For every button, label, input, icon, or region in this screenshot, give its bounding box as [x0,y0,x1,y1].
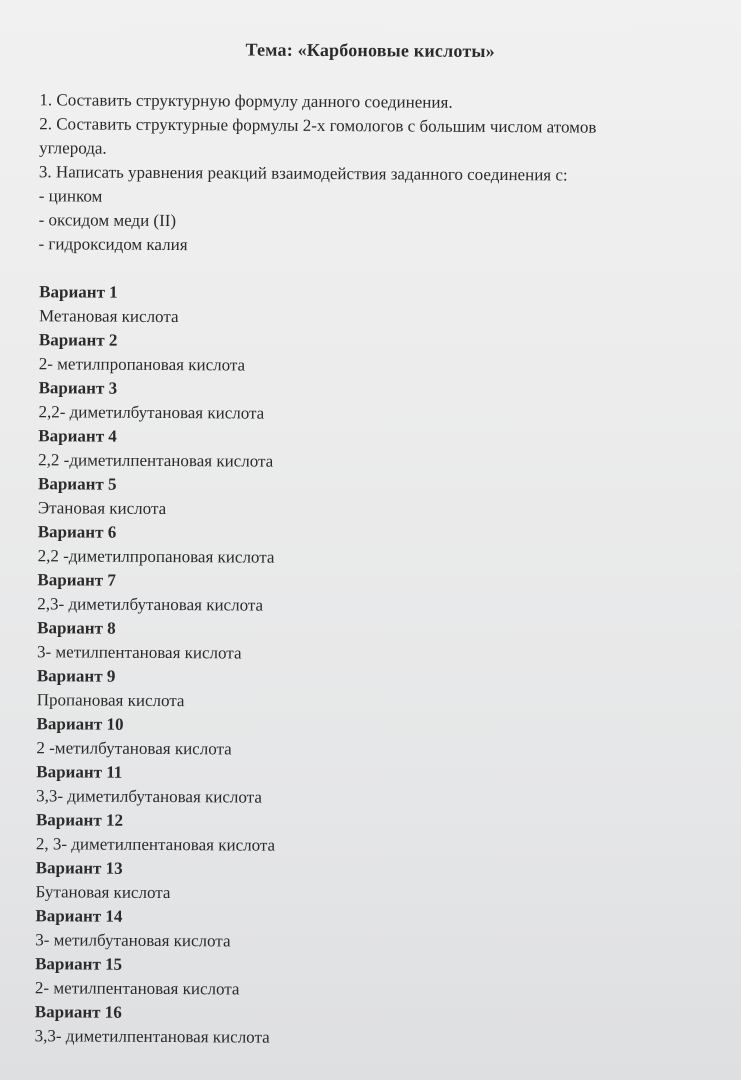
variant-title: Вариант 2 [38,330,118,350]
instruction-line: - оксидом меди (II) [38,210,177,231]
variant-item [39,280,639,332]
variant-item [38,376,638,428]
variant-item [38,520,638,572]
variant-compound: Пропановая кислота [36,690,185,711]
variant-item [35,856,635,908]
instruction-line: 3. Написать уравнения реакций взаимодействия заданного соединения с: [38,162,568,185]
instruction-line: углерода. [39,138,107,158]
variant-title: Вариант 13 [35,858,123,878]
variant-item [35,952,635,1004]
variant-title: Вариант 12 [35,810,124,830]
variant-title: Вариант 8 [37,618,116,638]
instruction-line: - гидроксидом калия [38,234,188,255]
variant-compound: 2,2- диметилбутановая кислота [38,402,265,423]
variant-item [37,616,637,668]
variant-compound: 3- метилпентановая кислота [36,642,242,663]
variant-compound: 2 -метилбутановая кислота [36,738,232,759]
variant-title: Вариант 6 [37,522,117,542]
variant-item [37,664,637,716]
instruction-line: - цинком [38,186,103,206]
variant-title: Вариант 1 [39,282,118,302]
instruction-line: 2. Составить структурные формулы 2-х гомологов с большим числом атомов [39,114,597,137]
variant-compound: 2,2 -диметилпропановая кислота [37,546,275,567]
variant-item [36,808,636,860]
variant-title: Вариант 5 [37,474,117,494]
variant-compound: 3,3- диметилпентановая кислота [34,1026,270,1047]
variant-list [35,280,640,1052]
variant-compound: 2, 3- диметилпентановая кислота [35,834,276,855]
page-title: Тема: «Карбоновые кислоты» [245,39,495,62]
variant-compound: 3,3- диметилбутановая кислота [36,786,262,807]
variant-item [36,712,636,764]
variant-item [38,472,638,524]
instruction-line: 1. Составить структурную формулу данного соединения. [39,90,453,112]
variant-compound: 2,2 -диметилпентановая кислота [38,450,274,471]
variant-compound: Бутановая кислота [35,882,171,903]
variant-title: Вариант 10 [36,714,124,734]
variant-title: Вариант 15 [35,954,123,974]
variant-compound: Метановая кислота [39,306,179,327]
variant-item [37,568,637,620]
variant-title: Вариант 4 [38,426,117,446]
variant-title: Вариант 3 [38,378,118,398]
variant-compound: 3- метилбутановая кислота [35,930,231,951]
variant-item [38,424,638,476]
variant-compound: 2- метилпропановая кислота [38,354,246,375]
variant-item [39,328,639,380]
variant-title: Вариант 14 [35,906,123,926]
variant-title: Вариант 11 [36,762,123,782]
variant-item [35,904,635,956]
variant-title: Вариант 9 [36,666,116,686]
task-instructions [38,88,719,260]
variant-title: Вариант 16 [34,1002,122,1022]
variant-item [35,1000,635,1052]
variant-compound: Этановая кислота [37,498,167,519]
variant-compound: 2- метилпентановая кислота [34,978,240,999]
variant-title: Вариант 7 [37,570,117,590]
variant-compound: 2,3- диметилбутановая кислота [37,594,264,615]
variant-item [36,760,636,812]
